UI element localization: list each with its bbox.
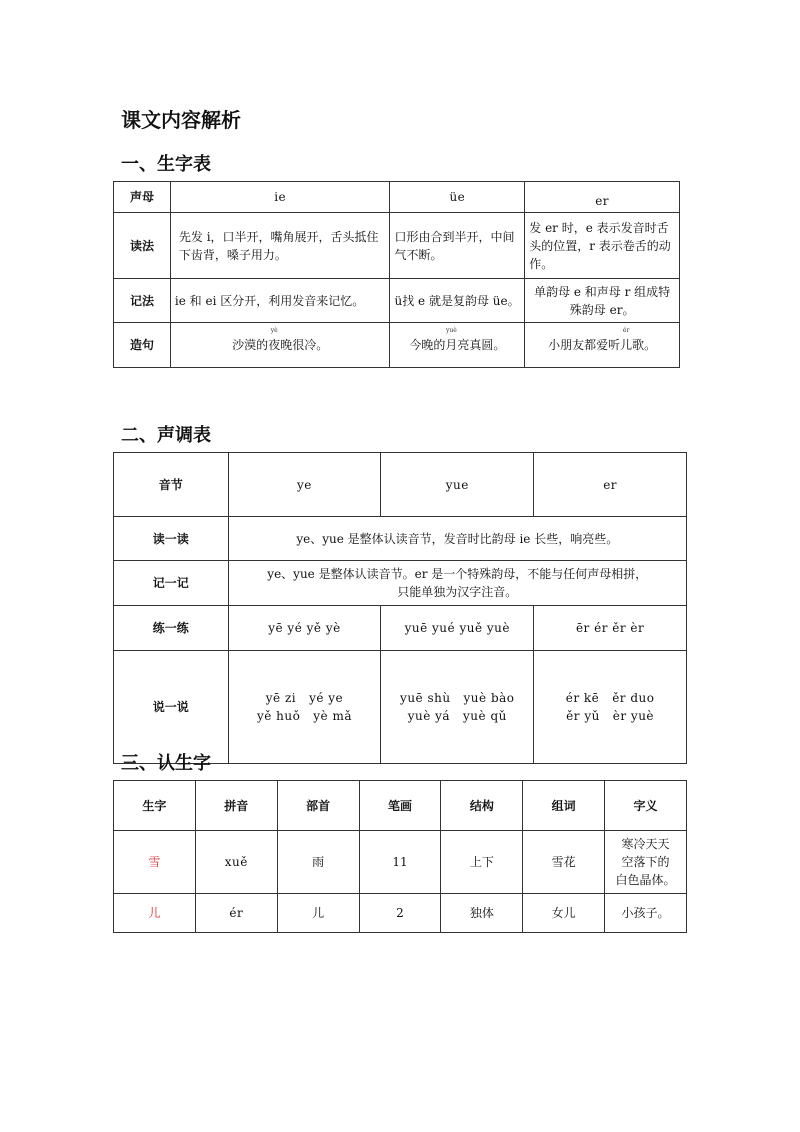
table-cell: ü找 e 就是复韵母 üe。 bbox=[390, 279, 525, 323]
table-cell: 沙漠的 yè 夜晚很冷。 bbox=[170, 323, 390, 368]
row-label: 声母 bbox=[114, 182, 171, 213]
table-cell: 口形由合到半开，中间气不断。 bbox=[390, 213, 525, 279]
section-heading-vocab: 一、生字表 bbox=[121, 154, 211, 175]
tone-table bbox=[113, 452, 687, 764]
table-cell: 单韵母 e 和声母 r 组成特殊韵母 er。 bbox=[525, 279, 680, 323]
row-label: 音节 bbox=[114, 453, 229, 517]
table-cell: yē yé yě yè bbox=[228, 606, 381, 651]
table-cell: 11 bbox=[359, 831, 441, 894]
table-cell: yuē yué yuě yuè bbox=[381, 606, 534, 651]
section-heading-characters: 三、认生字 bbox=[121, 753, 211, 774]
table-cell: 先发 i，口半开，嘴角展开，舌头抵住下齿背，嗓子用力。 bbox=[170, 213, 390, 279]
table-cell: ēr ér ěr èr bbox=[534, 606, 687, 651]
table-cell: 寒冷天天 空落下的 白色晶体。 bbox=[605, 831, 687, 894]
column-header: 结构 bbox=[441, 781, 523, 831]
table-cell: üe bbox=[390, 182, 525, 213]
column-header: 拼音 bbox=[195, 781, 277, 831]
table-cell: 今晚的 yuè 月亮真圆。 bbox=[390, 323, 525, 368]
row-label: 造句 bbox=[114, 323, 171, 368]
column-header: 字义 bbox=[605, 781, 687, 831]
table-cell: 小朋友都爱听 ér 儿歌。 bbox=[525, 323, 680, 368]
table-cell: yē zi yé ye yě huǒ yè mǎ bbox=[228, 651, 381, 764]
table-cell: er bbox=[534, 453, 687, 517]
table-cell: ér bbox=[195, 894, 277, 933]
table-cell: 发 er 时，e 表示发音时舌头的位置，r 表示卷舌的动作。 bbox=[525, 213, 680, 279]
table-cell: ye、yue 是整体认读音节。er 是一个特殊韵母，不能与任何声母相拼， 只能单独为汉字注音。 bbox=[228, 561, 686, 606]
table-cell: er bbox=[525, 182, 680, 213]
table-cell: ie 和 ei 区分开，利用发音来记忆。 bbox=[170, 279, 390, 323]
table-cell: ér kē ěr duo ěr yǔ èr yuè bbox=[534, 651, 687, 764]
table-cell: 雪花 bbox=[523, 831, 605, 894]
table-cell: 独体 bbox=[441, 894, 523, 933]
column-header: 部首 bbox=[277, 781, 359, 831]
table-row bbox=[114, 213, 680, 279]
column-header: 组词 bbox=[523, 781, 605, 831]
character-table bbox=[113, 780, 687, 933]
vocab-table bbox=[113, 181, 680, 368]
table-cell: ye bbox=[228, 453, 381, 517]
column-header: 笔画 bbox=[359, 781, 441, 831]
row-label: 记法 bbox=[114, 279, 171, 323]
new-character: 雪 bbox=[114, 831, 196, 894]
table-row bbox=[114, 517, 687, 561]
new-character: 儿 bbox=[114, 894, 196, 933]
row-label: 读一读 bbox=[114, 517, 229, 561]
table-row bbox=[114, 606, 687, 651]
table-cell: ye、yue 是整体认读音节，发音时比韵母 ie 长些，响亮些。 bbox=[228, 517, 686, 561]
table-row bbox=[114, 651, 687, 764]
table-row bbox=[114, 831, 687, 894]
table-cell: 2 bbox=[359, 894, 441, 933]
table-cell: xuě bbox=[195, 831, 277, 894]
table-cell: 小孩子。 bbox=[605, 894, 687, 933]
page-title: 课文内容解析 bbox=[121, 108, 241, 132]
row-label: 记一记 bbox=[114, 561, 229, 606]
row-label: 读法 bbox=[114, 213, 171, 279]
table-row bbox=[114, 279, 680, 323]
row-label: 练一练 bbox=[114, 606, 229, 651]
table-row bbox=[114, 323, 680, 368]
table-header-row bbox=[114, 781, 687, 831]
table-row bbox=[114, 894, 687, 933]
row-label: 说一说 bbox=[114, 651, 229, 764]
table-cell: yuē shù yuè bào yuè yá yuè qǔ bbox=[381, 651, 534, 764]
table-cell: 雨 bbox=[277, 831, 359, 894]
section-heading-tones: 二、声调表 bbox=[121, 425, 211, 446]
table-cell: 儿 bbox=[277, 894, 359, 933]
table-cell: ie bbox=[170, 182, 390, 213]
table-row bbox=[114, 561, 687, 606]
column-header: 生字 bbox=[114, 781, 196, 831]
table-cell: yue bbox=[381, 453, 534, 517]
table-cell: 上下 bbox=[441, 831, 523, 894]
table-cell: 女儿 bbox=[523, 894, 605, 933]
table-row bbox=[114, 453, 687, 517]
table-row bbox=[114, 182, 680, 213]
